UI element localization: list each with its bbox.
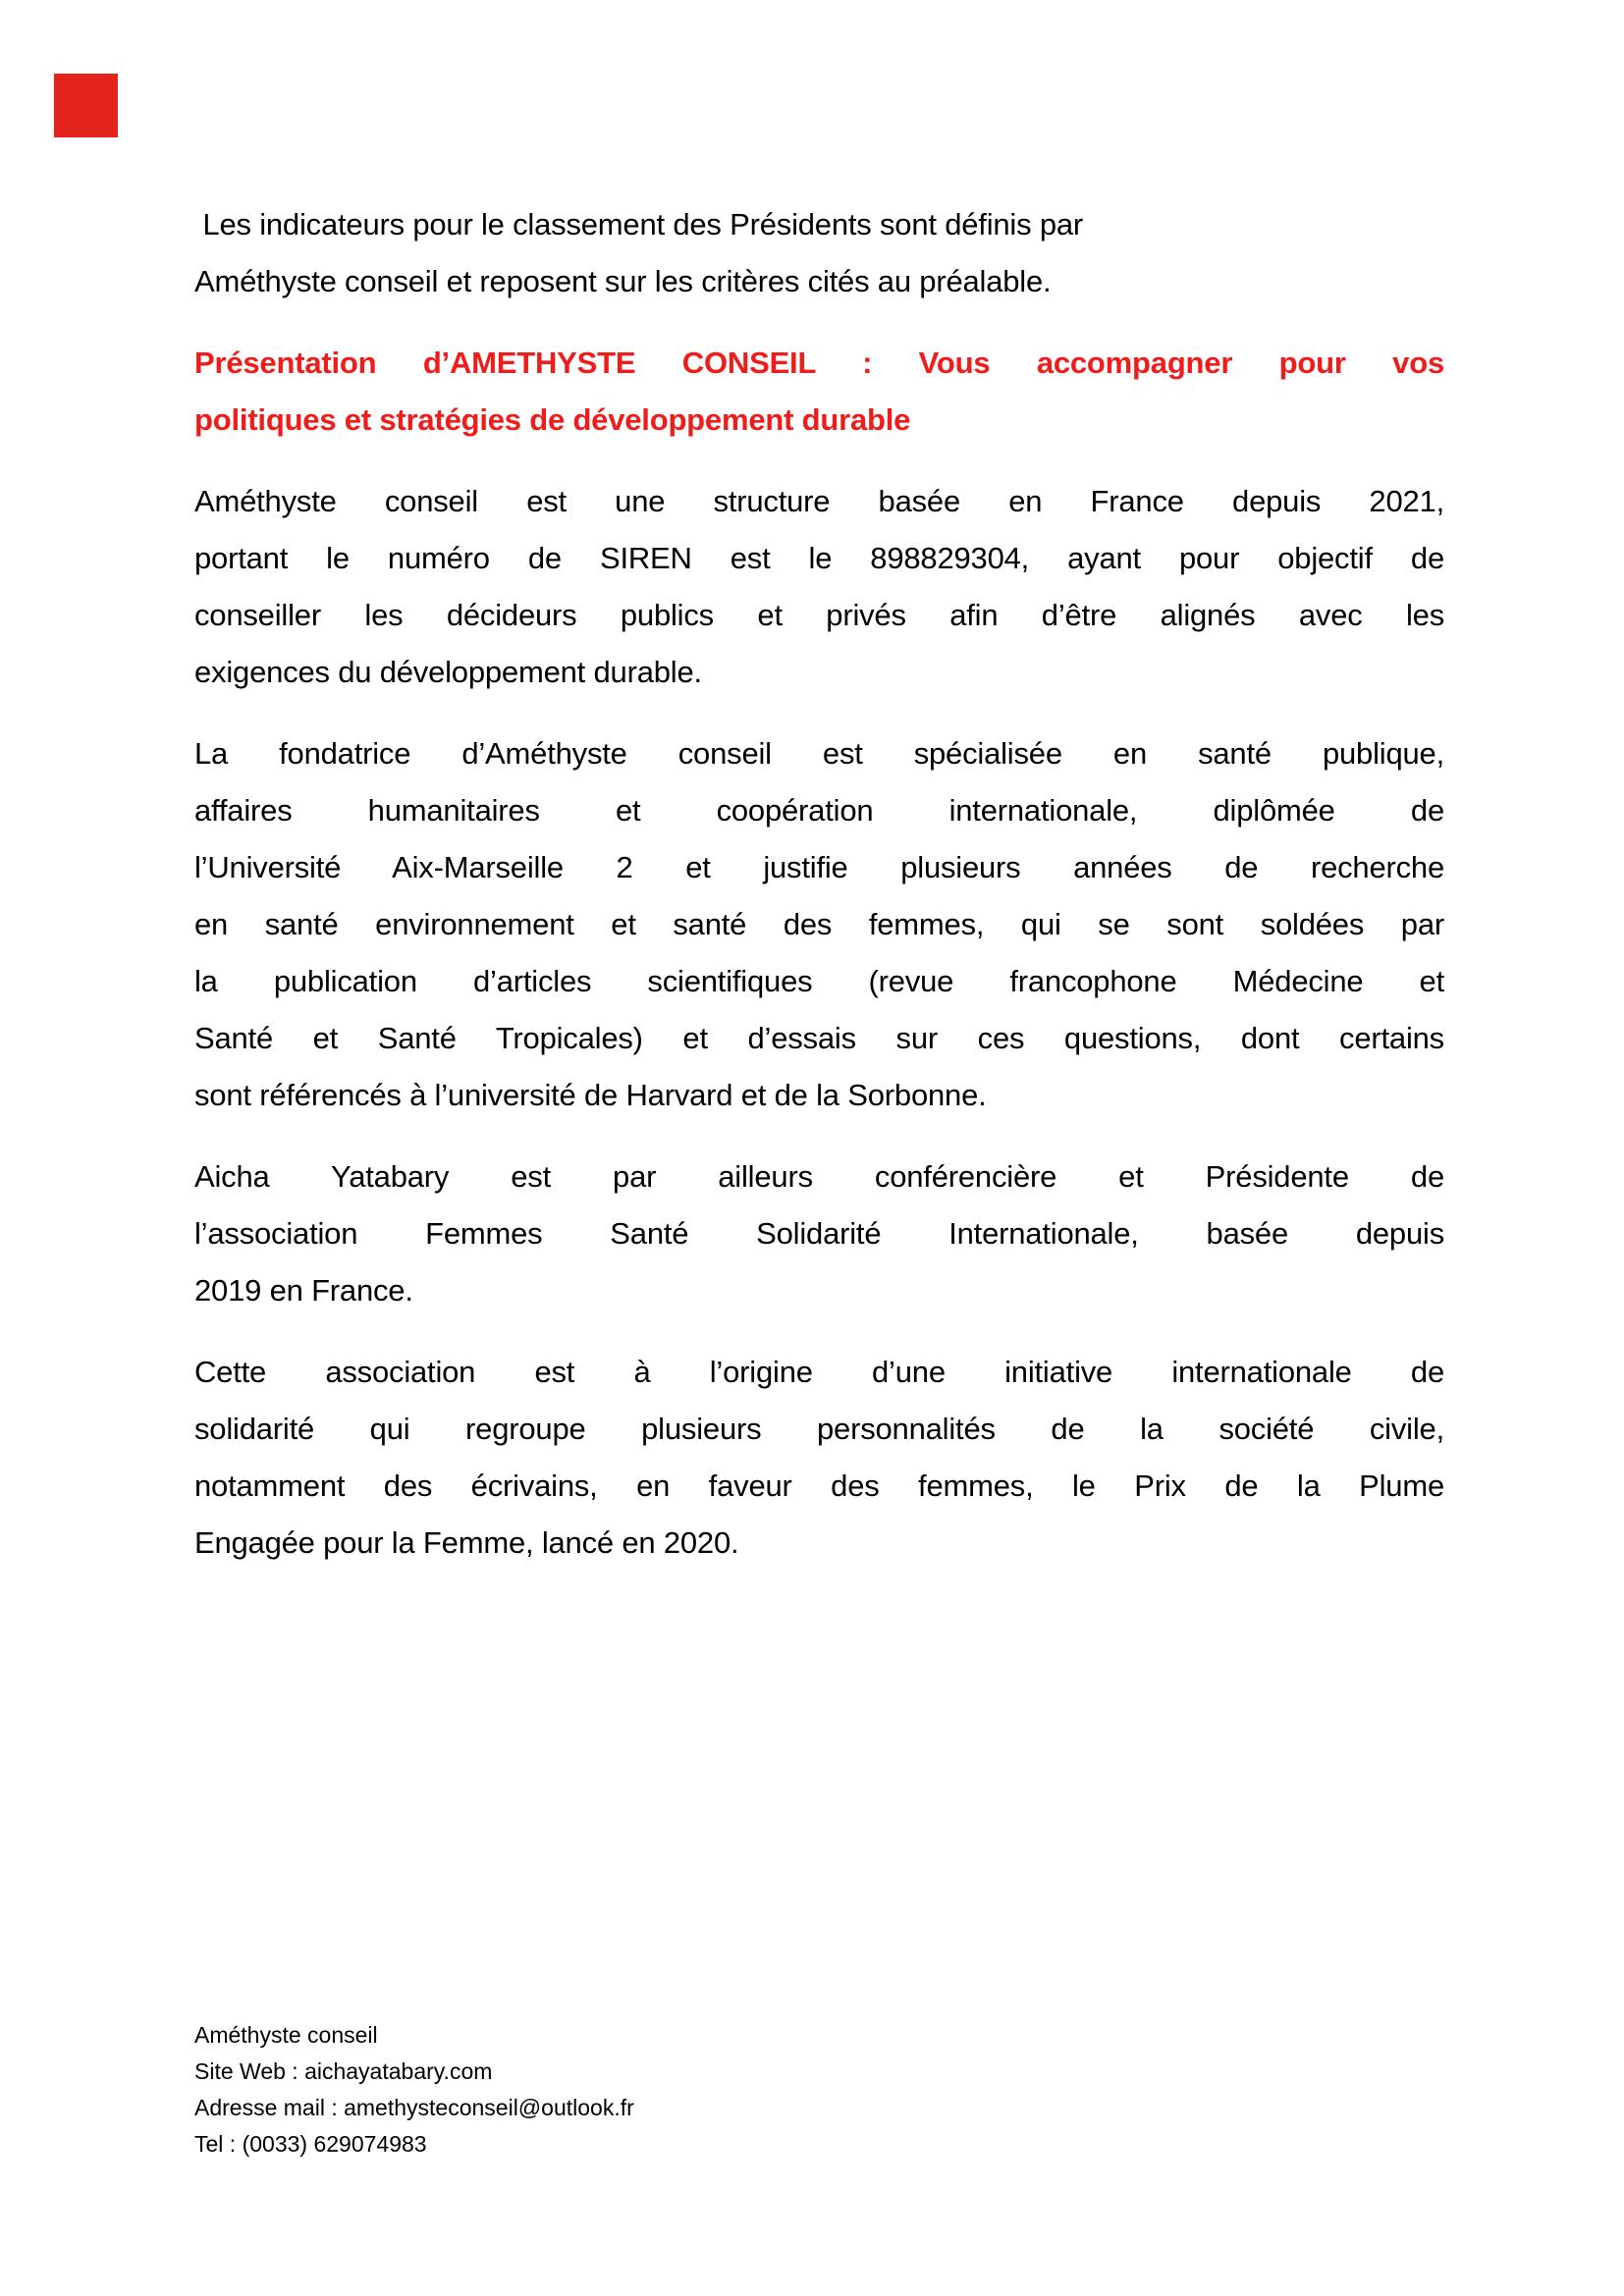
text-line: Améthyste conseil et reposent sur les critères cités au préalable. bbox=[194, 264, 1052, 298]
body-paragraph bbox=[194, 1344, 1444, 1572]
text-line: Santé et Santé Tropicales) et d’essais sur ces questions, dont certains bbox=[194, 1021, 1444, 1055]
text-line: Améthyste conseil est une structure basée en France depuis 2021, bbox=[194, 484, 1444, 518]
body-paragraph bbox=[194, 725, 1444, 1124]
text-line: Aicha Yatabary est par ailleurs conférencière et Présidente de bbox=[194, 1159, 1444, 1194]
text-line: Engagée pour la Femme, lancé en 2020. bbox=[194, 1525, 739, 1560]
text-line: la publication d’articles scientifiques (revue francophone Médecine et bbox=[194, 964, 1444, 998]
body-paragraph bbox=[194, 1148, 1444, 1319]
text-line: Les indicateurs pour le classement des Présidents sont définis par bbox=[194, 207, 1084, 241]
text-line: conseiller les décideurs publics et privés afin d’être alignés avec les bbox=[194, 598, 1444, 632]
text-line: exigences du développement durable. bbox=[194, 655, 702, 689]
text-line: 2019 en France. bbox=[194, 1273, 413, 1308]
footer-line: Tel : (0033) 629074983 bbox=[194, 2131, 427, 2157]
text-line: notamment des écrivains, en faveur des femmes, le Prix de la Plume bbox=[194, 1468, 1444, 1503]
text-line: Cette association est à l’origine d’une initiative internationale de bbox=[194, 1355, 1444, 1389]
body-paragraph bbox=[194, 196, 1444, 310]
section-heading bbox=[194, 335, 1444, 449]
body-paragraph bbox=[194, 473, 1444, 701]
text-line: l’association Femmes Santé Solidarité Internationale, basée depuis bbox=[194, 1216, 1444, 1251]
text-line: politiques et stratégies de développement durable bbox=[194, 402, 911, 437]
text-line: Présentation d’AMETHYSTE CONSEIL : Vous accompagner pour vos bbox=[194, 346, 1444, 380]
footer-line: Améthyste conseil bbox=[194, 2022, 378, 2048]
text-line: affaires humanitaires et coopération internationale, diplômée de bbox=[194, 793, 1444, 828]
text-line: La fondatrice d’Améthyste conseil est spécialisée en santé publique, bbox=[194, 736, 1444, 771]
red-square-marker bbox=[54, 74, 118, 137]
page-footer bbox=[194, 2017, 634, 2163]
text-line: l’Université Aix-Marseille 2 et justifie plusieurs années de recherche bbox=[194, 850, 1444, 884]
text-line: portant le numéro de SIREN est le 898829304, ayant pour objectif de bbox=[194, 541, 1444, 575]
footer-line: Adresse mail : amethysteconseil@outlook.fr bbox=[194, 2095, 634, 2120]
footer-line: Site Web : aichayatabary.com bbox=[194, 2058, 493, 2084]
text-line: sont référencés à l’université de Harvard et de la Sorbonne. bbox=[194, 1078, 987, 1112]
text-line: solidarité qui regroupe plusieurs personnalités de la société civile, bbox=[194, 1412, 1444, 1446]
text-line: en santé environnement et santé des femmes, qui se sont soldées par bbox=[194, 907, 1444, 941]
document-body bbox=[194, 196, 1444, 1596]
